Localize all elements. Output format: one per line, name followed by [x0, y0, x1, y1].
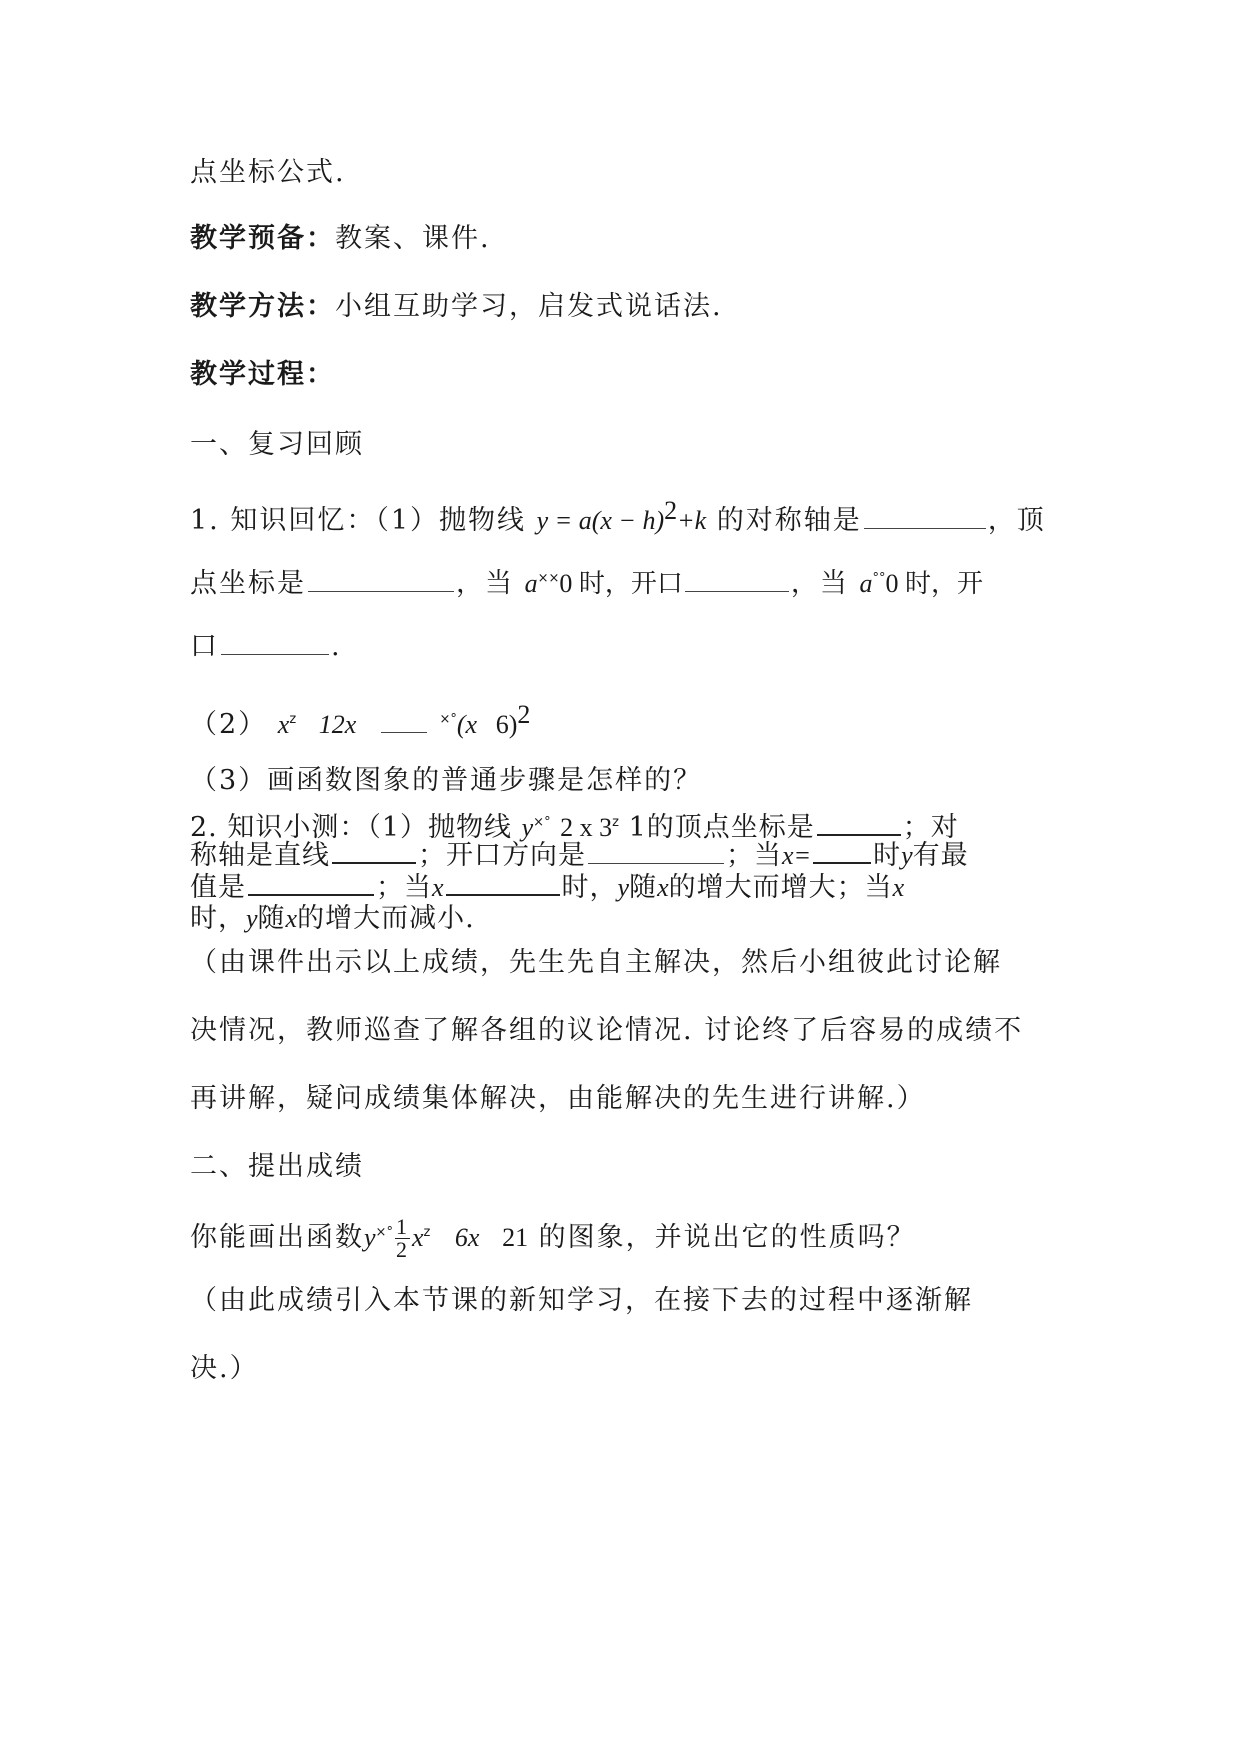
answer-blank-vertex[interactable] [308, 569, 454, 592]
formula-plus-k: +k [677, 506, 707, 535]
answer-blank-test-value[interactable] [248, 872, 374, 896]
answer-blank-complete-square[interactable] [381, 710, 427, 733]
time-label: 时 [873, 840, 902, 871]
text-continued-2: ；对 [902, 812, 959, 843]
fraction-one-half [395, 1216, 410, 1261]
opening-label: 0 时，开口 [559, 569, 683, 598]
var-x-5: x [285, 904, 298, 933]
mouth-label: 口 [190, 631, 219, 662]
symbol-glyph-4: ×° [533, 815, 551, 830]
teaching-prep-line [190, 222, 491, 256]
var-a: a [524, 569, 538, 598]
answer-blank-test-vertex[interactable] [817, 812, 901, 836]
ask-intro: 你能画出函数 [190, 1222, 364, 1253]
when-label-3: ；当 [726, 840, 782, 871]
superscript-glyph: z [289, 712, 297, 727]
teaching-prep-label: 教学预备： [190, 223, 335, 254]
var-x-3: x [657, 873, 669, 902]
section-review-heading: 一、复习回顾 [190, 429, 364, 460]
ask-function-line [190, 1216, 916, 1261]
answer-blank-test-axis[interactable] [332, 840, 416, 864]
vertex-label: 点坐标是 [190, 568, 306, 599]
vertex-question: 1的顶点坐标是 [628, 812, 815, 843]
knowledge-test-line-3 [190, 872, 904, 903]
superscript-glyph-3: z [423, 1225, 431, 1240]
text-continued: ，顶 [987, 505, 1046, 536]
decrease-label: 的增大而减小. [297, 903, 475, 934]
axis-label: 的对称轴是 [716, 505, 862, 536]
answer-blank-test-direction[interactable] [588, 841, 724, 864]
opening-direction-label: ；开口方向是 [418, 840, 586, 871]
var-y-2: y [901, 841, 913, 870]
when-label-4: ；当 [376, 872, 432, 903]
when-label-2: ，当 [790, 568, 849, 599]
note-paragraph-line-2: 决情况，教师巡查了解各组的议论情况. 讨论终了后容易的成绩不 [190, 1015, 1024, 1046]
has-extreme-label: 有最 [912, 840, 969, 871]
term-6-paren: 6) [495, 710, 518, 739]
answer-blank-test-range[interactable] [446, 872, 560, 896]
answer-blank-axis[interactable] [864, 506, 986, 529]
recall-intro: 1. 知识回忆：（1）抛物线 [190, 505, 527, 536]
knowledge-recall-line-2 [190, 562, 983, 601]
var-y-5: y [364, 1223, 376, 1252]
var-y: y [521, 813, 534, 842]
var-x-2: x [432, 873, 444, 902]
answer-blank-opening-2[interactable] [221, 632, 329, 655]
knowledge-recall-line-1 [190, 494, 1046, 538]
period: . [331, 631, 342, 662]
parabola-formula: y = a(x − h) [536, 506, 665, 535]
term-21: 21 [502, 1223, 529, 1252]
answer-blank-test-x[interactable] [813, 840, 871, 864]
teaching-process-heading: 教学过程： [190, 359, 335, 390]
axis-line-label: 称轴是直线 [190, 840, 330, 871]
var-x-4: x [892, 873, 905, 902]
term-6x: 6x [454, 1223, 480, 1252]
term-x-paren: (x [456, 710, 478, 739]
teaching-prep-text: 教案、课件. [335, 223, 491, 254]
fraction-numerator: 1 [395, 1214, 409, 1239]
knowledge-test-line-1 [190, 808, 959, 843]
var-y-4: y [246, 904, 258, 933]
teaching-method-line [190, 290, 723, 324]
exponent-2b: 2 [517, 700, 531, 729]
symbol-glyph-5: ×° [375, 1225, 393, 1240]
question-2-line [190, 698, 530, 742]
question-3-line: （3）画函数图象的普通步骤是怎样的？ [190, 765, 703, 796]
var-x: x [277, 710, 290, 739]
section-question-heading: 二、提出成绩 [190, 1151, 364, 1182]
answer-blank-opening-1[interactable] [685, 569, 789, 592]
fraction-denominator: 2 [395, 1237, 409, 1262]
term-12x: 12x [318, 710, 357, 739]
with-label-2: 随 [257, 903, 286, 934]
when-label: ，当 [456, 568, 514, 599]
teaching-method-text: 小组互助学习，启发式说话法. [335, 291, 723, 322]
note-paragraph-line-1: （由课件出示以上成绩，先生先自主解决，然后小组彼此讨论解 [190, 947, 1002, 978]
note-paragraph-line-3: 再讲解，疑问成绩集体解决，由能解决的先生进行讲解.） [190, 1083, 926, 1114]
exponent-2: 2 [664, 496, 678, 525]
symbol-glyph-3: ×° [439, 712, 457, 727]
test-intro: 2. 知识小测：（1）抛物线 [190, 812, 513, 843]
var-y-3: y [617, 873, 630, 902]
var-x-6: x [411, 1223, 424, 1252]
with-label: 随 [629, 872, 658, 903]
knowledge-test-line-4 [190, 904, 475, 934]
x-equals: x= [782, 841, 812, 870]
closing-paragraph-line-1: （由此成绩引入本节课的新知学习，在接下去的过程中逐渐解 [190, 1285, 973, 1316]
ask-question: 的图象，并说出它的性质吗？ [538, 1222, 916, 1253]
closing-paragraph-line-2: 决.） [190, 1353, 259, 1384]
var-a-2: a [859, 569, 873, 598]
question-2-label: （2） [190, 709, 268, 740]
knowledge-recall-line-3 [190, 630, 342, 664]
knowledge-test-line-2 [190, 840, 969, 871]
increase-label: 的增大而增大；当 [668, 872, 893, 903]
time-label-2: 时， [561, 872, 618, 903]
symbol-glyph-2: °° [872, 571, 886, 586]
time-label-3: 时， [190, 903, 246, 934]
symbol-glyph: ×× [537, 571, 560, 586]
term-2x3: 2 x 3 [560, 813, 613, 842]
teaching-method-label: 教学方法： [190, 291, 335, 322]
text-line-vertex-formula: 点坐标公式. [190, 157, 346, 188]
value-label: 值是 [190, 872, 246, 903]
superscript-glyph-2: z [612, 815, 619, 830]
opening-label-2: 0 时，开 [885, 569, 984, 598]
